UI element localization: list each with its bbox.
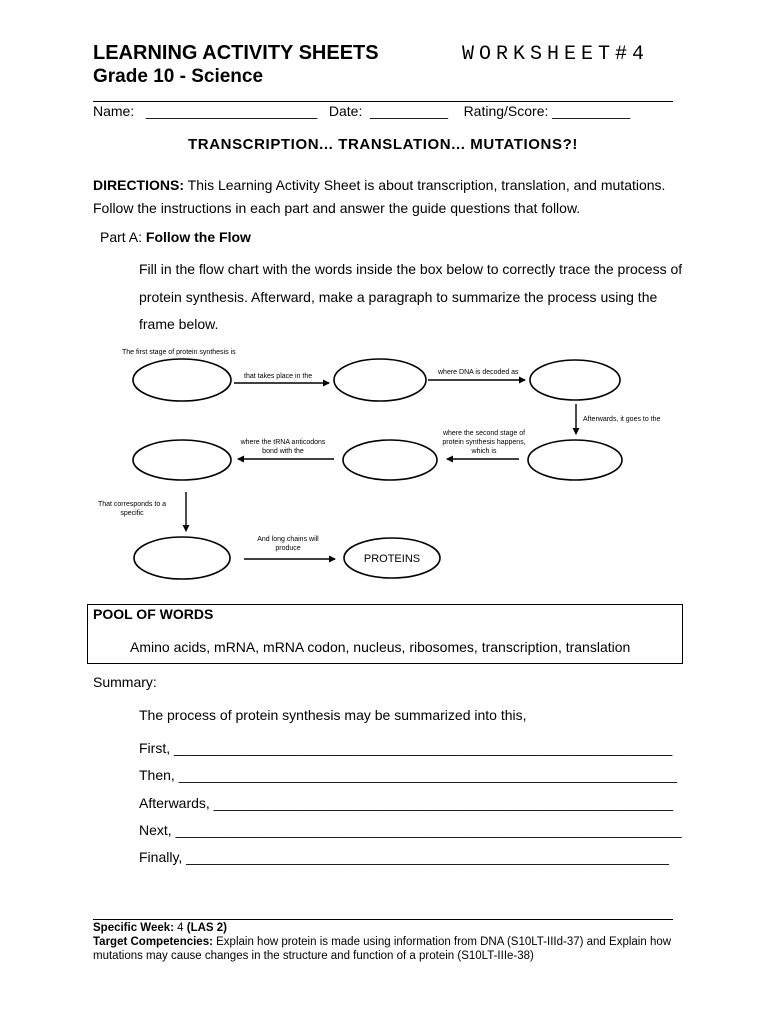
part-a-label: Part A: <box>100 229 143 245</box>
name-blank[interactable]: ______________________ <box>145 103 318 119</box>
footer <box>93 921 693 963</box>
sheet-title: LEARNING ACTIVITY SHEETS <box>93 42 379 64</box>
pool-words: Amino acids, mRNA, mRNA codon, nucleus, ribosomes, transcription, translation <box>130 639 631 655</box>
name-label: Name: <box>93 103 135 119</box>
header-divider <box>93 101 673 102</box>
info-row <box>93 103 630 119</box>
flow-arrow-4-label-1: where the second stage of <box>442 430 526 437</box>
summary-intro: The process of protein synthesis may be summarized into this, <box>139 707 527 723</box>
summary-first-line[interactable]: First, ________________________________________________________________ <box>139 740 673 756</box>
flow-arrow-5-label-2: bond with the <box>262 448 304 455</box>
blank-oval-7[interactable] <box>134 537 230 579</box>
blank-oval-6[interactable] <box>133 440 231 480</box>
pool-heading: POOL OF WORDS <box>93 606 214 622</box>
summary-finally-line[interactable]: Finally, ______________________________________________________________ <box>139 849 669 865</box>
part-a-title: Follow the Flow <box>145 229 251 245</box>
competency-text: Explain how protein is made using information from DNA (S10LT-IIId-37) and Explain how mutations may cause changes in the structure and function of a protein (S10LT-IIIe-38) <box>93 936 672 962</box>
flow-arrow-4-label-2: protein synthesis happens, <box>442 439 526 446</box>
flow-intro-label: The first stage of protein synthesis is <box>122 349 236 356</box>
blank-oval-4[interactable] <box>528 440 622 480</box>
grade-subject: Grade 10 - Science <box>93 66 264 87</box>
flow-chart <box>0 320 768 590</box>
blank-oval-1[interactable] <box>133 359 231 401</box>
flow-arrow-7-label-2: produce <box>275 545 301 552</box>
directions <box>93 174 693 220</box>
flow-arrow-2-label: where DNA is decoded as <box>438 369 519 376</box>
flow-arrow-6-label-2: specific <box>120 510 144 517</box>
target-competencies <box>93 935 693 963</box>
blank-oval-2[interactable] <box>334 359 426 401</box>
part-a-instructions: Fill in the flow chart with the words inside the box below to correctly trace the process of protein synthesis. Afterward, make a paragraph to summarize the process using the frame below. <box>139 261 683 332</box>
week-label: Specific Week: <box>93 922 174 934</box>
competency-label: Target Competencies: <box>93 936 213 948</box>
worksheet-title: TRANSCRIPTION... TRANSLATION... MUTATIONS?! <box>188 136 578 153</box>
flow-arrow-7-label-1: And long chains will <box>257 536 319 543</box>
flow-arrow-4-label-3: which is <box>471 448 497 455</box>
week-value: 4 <box>173 922 187 934</box>
week-las: (LAS 2) <box>186 922 228 934</box>
summary-label: Summary: <box>93 674 157 690</box>
summary-afterwards-line[interactable]: Afterwards, ___________________________________________________________ <box>139 795 674 811</box>
rating-blank[interactable]: __________ <box>552 103 631 119</box>
specific-week <box>93 921 693 935</box>
blank-oval-5[interactable] <box>343 440 437 480</box>
part-a-heading <box>100 229 251 245</box>
flow-arrow-6-label-1: That corresponds to a <box>97 501 167 508</box>
date-label: Date: <box>328 103 363 119</box>
flow-arrow-3-label: Afterwards, it goes to the <box>583 416 661 423</box>
blank-oval-3[interactable] <box>530 360 620 400</box>
directions-text: This Learning Activity Sheet is about transcription, translation, and mutations. Follow the instructions in each part and answer the guide questions that follow. <box>93 177 666 216</box>
proteins-label: PROTEINS <box>363 553 421 565</box>
footer-divider <box>93 919 673 920</box>
date-blank[interactable]: __________ <box>370 103 448 119</box>
flow-arrow-1-label: that takes place in the <box>244 373 313 380</box>
directions-label: DIRECTIONS: <box>93 177 184 193</box>
rating-label: Rating/Score: <box>463 103 549 119</box>
worksheet-number: WORKSHEET#4 <box>462 43 650 66</box>
flow-arrow-5-label-1: where the tRNA anticodons <box>240 439 326 446</box>
summary-then-line[interactable]: Then, ________________________________________________________________ <box>139 767 678 783</box>
summary-next-line[interactable]: Next, _________________________________________________________________ <box>139 822 682 838</box>
